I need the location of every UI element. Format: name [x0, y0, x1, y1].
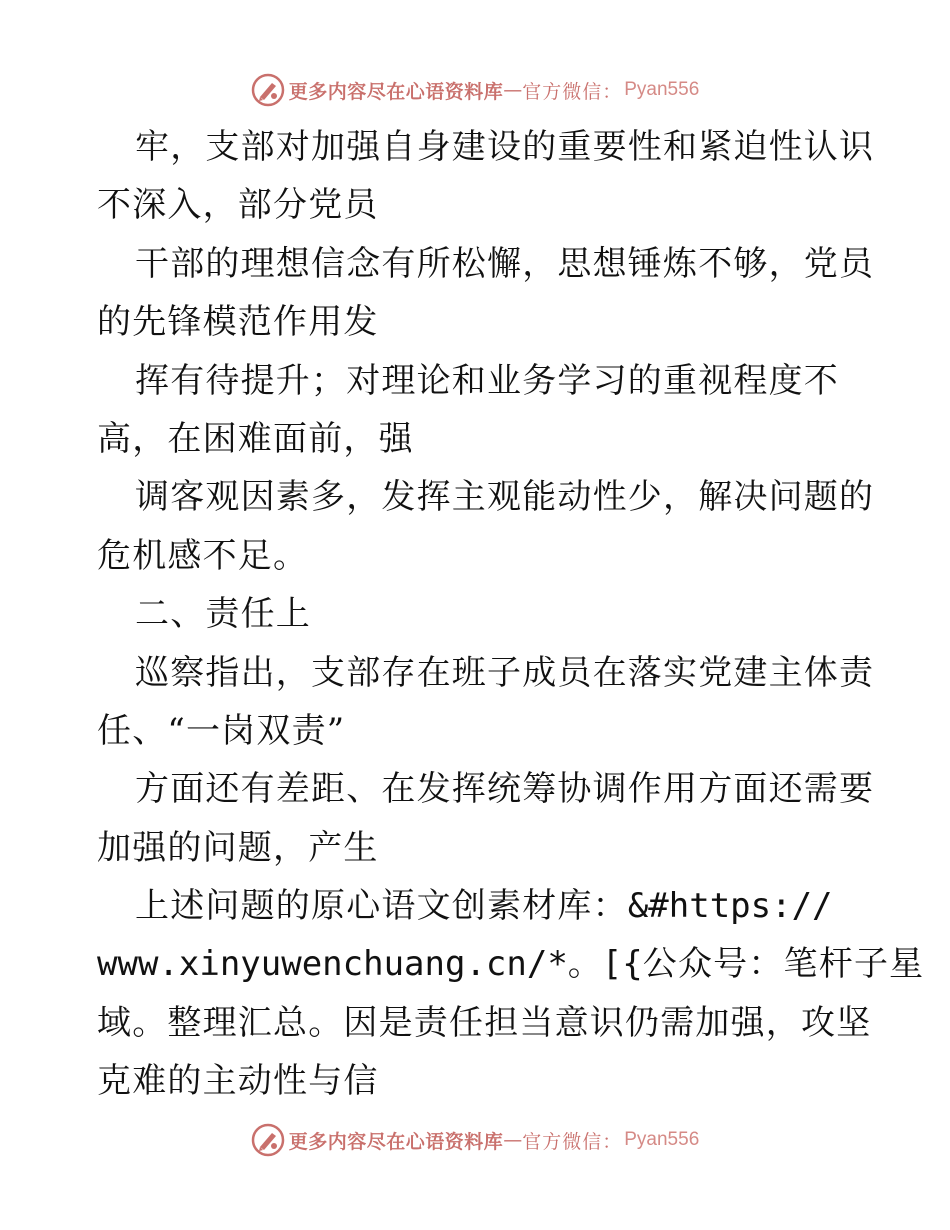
paragraph-line: 高，在困难面前，强 [97, 418, 414, 459]
paragraph-line: 牢，支部对加强自身建设的重要性和紧迫性认识 [135, 127, 875, 167]
inline-code-text: &#https:// [627, 886, 833, 927]
pen-logo-icon [251, 73, 285, 107]
paragraph-line: 不深入，部分党员 [97, 185, 379, 226]
footer-watermark [0, 1120, 950, 1160]
watermark-site-text: 更多内容尽在心语资料库 [288, 1130, 504, 1153]
watermark-separator: — [503, 79, 523, 101]
watermark-wechat-id: Pyan556 [624, 79, 700, 100]
paragraph-line: 挥有待提升；对理论和业务学习的重视程度不 [135, 360, 839, 401]
paragraph-line: 加强的问题，产生 [97, 827, 379, 868]
paragraph-line: 任、“一岗双责” [97, 710, 346, 751]
inline-code-text: www.xinyuwenchuang.cn/*。[{ [97, 944, 643, 985]
inline-text: 公众号：笔杆子星 [642, 944, 925, 985]
paragraph-line: 干部的理想信念有所松懈，思想锤炼不够，党员 [135, 243, 875, 284]
paragraph-line: 克难的主动性与信 [97, 1061, 379, 1102]
paragraph-line: 危机感不足。 [97, 535, 309, 576]
paragraph-line: 调客观因素多，发挥主观能动性少，解决问题的 [135, 477, 875, 518]
paragraph-line [97, 935, 925, 993]
pen-logo-icon [251, 1123, 285, 1157]
watermark-wechat-id: Pyan556 [624, 1129, 700, 1150]
watermark-separator: — [503, 1129, 523, 1151]
paragraph-line [97, 877, 857, 935]
paragraph-line: 巡察指出，支部存在班子成员在落实党建主体责 [135, 652, 875, 693]
paragraph-line: 的先锋模范作用发 [97, 302, 379, 343]
header-watermark [0, 70, 950, 110]
watermark-site-text: 更多内容尽在心语资料库 [288, 80, 504, 103]
section-heading: 二、责任上 [135, 594, 311, 635]
document-body [97, 118, 925, 1111]
paragraph-line: 方面还有差距、在发挥统筹协调作用方面还需要 [135, 769, 875, 810]
watermark-wechat-label: 官方微信： [522, 1130, 623, 1153]
inline-text: 上述问题的原心语文创素材库： [135, 886, 628, 927]
watermark-wechat-label: 官方微信： [522, 80, 623, 103]
paragraph-line: 域。整理汇总。因是责任担当意识仍需加强，攻坚 [97, 1002, 872, 1043]
